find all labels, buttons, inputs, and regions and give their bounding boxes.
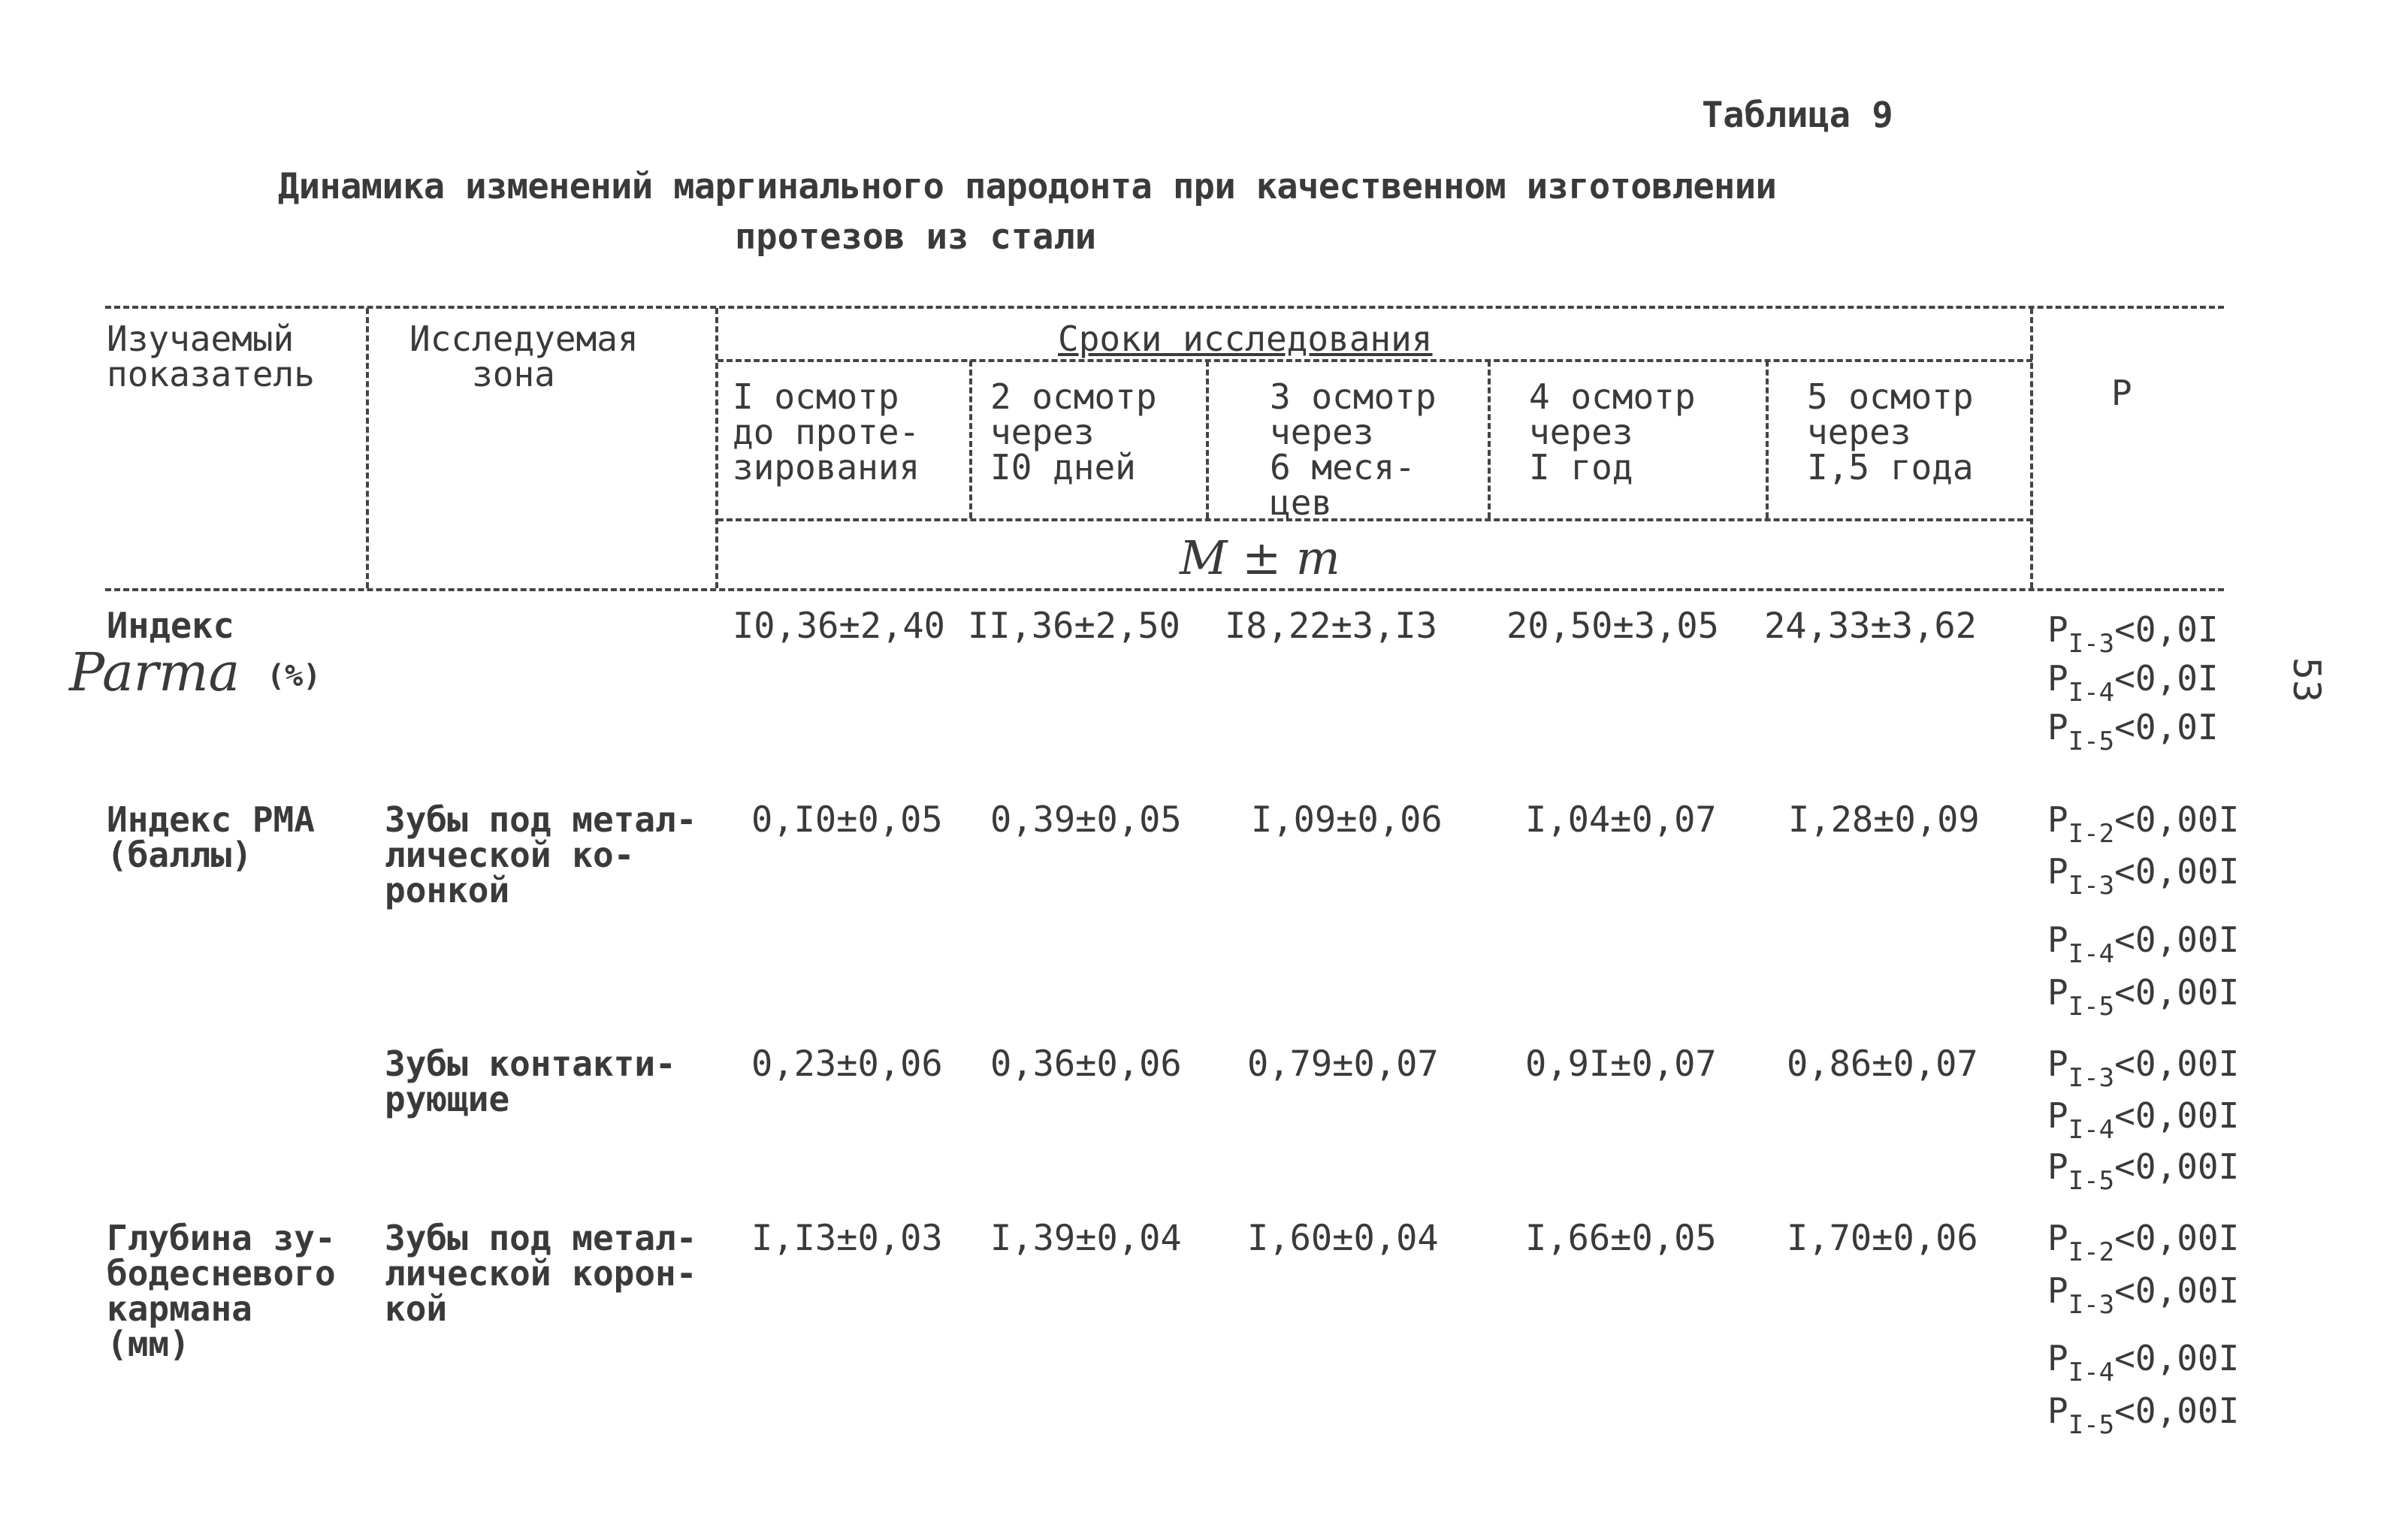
header-period-5: 5 осмотр через I,5 года bbox=[1807, 376, 1974, 488]
row-3-p-3: $P_{I-5}<0,00I$ bbox=[2047, 1146, 2240, 1196]
row-4-p-3: $P_{I-4}<0,00I$ bbox=[2047, 1338, 2240, 1388]
row-2-indicator: Индекс РМА (баллы) bbox=[107, 799, 315, 875]
row-2-value-1: 0,I0±0,05 bbox=[751, 799, 943, 841]
row-1-value-1: I0,36±2,40 bbox=[733, 605, 945, 647]
row-4-p-4: $P_{I-5}<0,00I$ bbox=[2047, 1391, 2240, 1440]
col-divider-3 bbox=[969, 361, 972, 518]
header-period-1: I осмотр до проте- зирования bbox=[733, 376, 920, 488]
periods-title-rule bbox=[718, 359, 2032, 362]
row-3-value-1: 0,23±0,06 bbox=[751, 1043, 943, 1085]
row-1-indicator-handwritten: Parma bbox=[69, 642, 240, 703]
col-divider-1 bbox=[366, 308, 369, 588]
row-4-value-3: I,60±0,04 bbox=[1247, 1218, 1439, 1259]
row-2-p-2: $P_{I-3}<0,00I$ bbox=[2047, 851, 2240, 901]
page-number: 53 bbox=[2285, 657, 2329, 703]
row-1-indicator-line-1: Индекс bbox=[107, 605, 234, 647]
row-2-value-2: 0,39±0,05 bbox=[990, 799, 1182, 841]
row-2-p-1: $P_{I-2}<0,00I$ bbox=[2047, 799, 2240, 849]
col-divider-5 bbox=[1488, 361, 1491, 518]
header-bottom-rule bbox=[105, 588, 2224, 591]
header-period-4: 4 осмотр через I год bbox=[1529, 376, 1696, 488]
row-1-p-2: $P_{I-4}<0,0I$ bbox=[2047, 658, 2219, 708]
header-zone: Исследуемая зона bbox=[409, 319, 639, 394]
row-4-value-1: I,I3±0,03 bbox=[751, 1218, 943, 1259]
row-4-p-1: $P_{I-2}<0,00I$ bbox=[2047, 1218, 2240, 1267]
header-stat-label: M ± m bbox=[1180, 530, 1340, 585]
table-title-line-1: Динамика изменений маргинального пародонта при качественном изготовлении bbox=[278, 166, 1777, 207]
row-1-p-1: $P_{I-3}<0,0I$ bbox=[2047, 609, 2219, 659]
row-3-value-3: 0,79±0,07 bbox=[1247, 1043, 1439, 1085]
header-period-3: 3 осмотр через 6 меся- цев bbox=[1270, 376, 1437, 523]
table-top-rule bbox=[105, 306, 2224, 309]
row-1-p-3: $P_{I-5}<0,0I$ bbox=[2047, 707, 2219, 756]
row-3-p-1: $P_{I-3}<0,00I$ bbox=[2047, 1043, 2240, 1093]
table-label: Таблица 9 bbox=[1702, 95, 1893, 136]
row-2-value-4: I,04±0,07 bbox=[1525, 799, 1717, 841]
row-1-value-2: II,36±2,50 bbox=[968, 605, 1180, 647]
row-3-value-2: 0,36±0,06 bbox=[990, 1043, 1182, 1085]
row-4-p-2: $P_{I-3}<0,00I$ bbox=[2047, 1270, 2240, 1320]
header-p: Р bbox=[2111, 373, 2132, 413]
row-4-value-5: I,70±0,06 bbox=[1787, 1218, 1978, 1259]
col-divider-6 bbox=[1766, 361, 1769, 518]
header-indicator: Изучаемый показатель bbox=[107, 319, 315, 394]
row-4-value-2: I,39±0,04 bbox=[990, 1218, 1182, 1259]
col-divider-4 bbox=[1206, 361, 1209, 518]
row-4-value-4: I,66±0,05 bbox=[1525, 1218, 1717, 1259]
col-divider-7 bbox=[2030, 308, 2033, 588]
col-divider-2 bbox=[715, 308, 718, 588]
row-2-zone: Зубы под метал- лической ко- ронкой bbox=[385, 799, 697, 910]
row-4-indicator: Глубина зу- бодесневого кармана (мм) bbox=[107, 1218, 336, 1364]
row-2-value-5: I,28±0,09 bbox=[1788, 799, 1980, 841]
table-title-line-2: протезов из стали bbox=[735, 216, 1097, 258]
row-3-value-5: 0,86±0,07 bbox=[1787, 1043, 1978, 1085]
row-2-value-3: I,09±0,06 bbox=[1251, 799, 1443, 841]
row-1-value-4: 20,50±3,05 bbox=[1506, 605, 1719, 647]
row-4-zone: Зубы под метал- лической корон- кой bbox=[385, 1218, 697, 1329]
row-2-p-4: $P_{I-5}<0,00I$ bbox=[2047, 972, 2240, 1022]
row-3-zone: Зубы контакти- рующие bbox=[385, 1043, 676, 1119]
row-1-indicator-unit: (%) bbox=[267, 659, 322, 693]
row-1-value-3: I8,22±3,I3 bbox=[1225, 605, 1437, 647]
header-periods-title: Сроки исследования bbox=[1058, 319, 1433, 359]
row-1-value-5: 24,33±3,62 bbox=[1764, 605, 1977, 647]
header-period-2: 2 осмотр через I0 дней bbox=[990, 376, 1157, 488]
row-3-p-2: $P_{I-4}<0,00I$ bbox=[2047, 1095, 2240, 1145]
row-3-value-4: 0,9I±0,07 bbox=[1525, 1043, 1717, 1085]
row-2-p-3: $P_{I-4}<0,00I$ bbox=[2047, 919, 2240, 969]
